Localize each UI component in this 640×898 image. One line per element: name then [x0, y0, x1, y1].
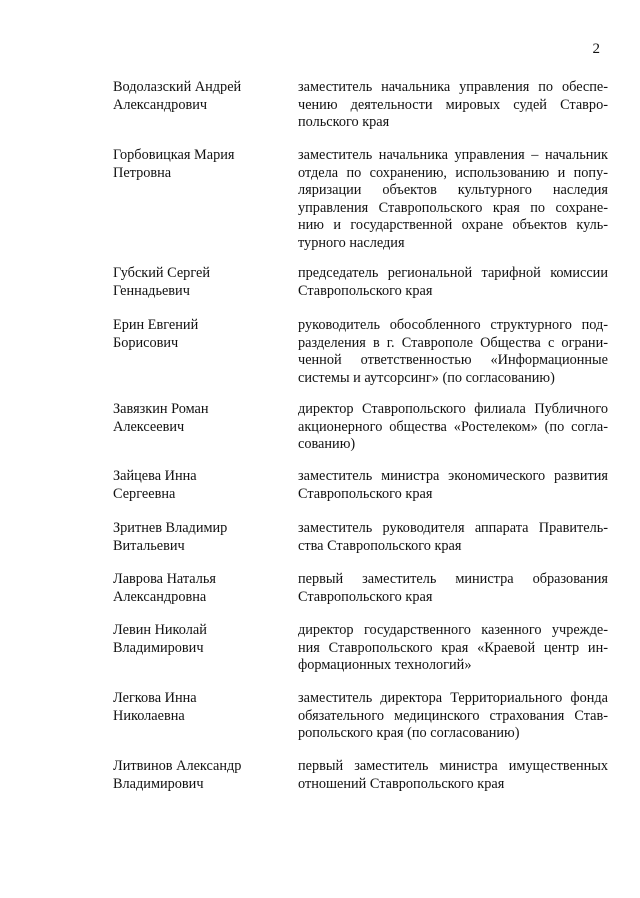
member-name: [113, 571, 288, 606]
member-position-line: заместитель руководителя аппарата Правитель-: [298, 520, 608, 536]
member-position-line: первый заместитель министра имущественных: [298, 758, 608, 774]
member-name-line: Александровна: [113, 588, 207, 605]
member-name-line: Левин Николай: [113, 622, 207, 638]
member-name: [113, 265, 288, 300]
member-name-line: Борисович: [113, 334, 179, 351]
member-position-line: руководитель обособленного структурного под-: [298, 317, 608, 333]
member-position: [298, 79, 608, 132]
member-position-line: акционерного общества «Ростелеком» (по согла-: [298, 418, 608, 435]
member-position: [298, 571, 608, 606]
member-position-line: чению деятельности мировых судей Ставро-: [298, 96, 608, 113]
member-position-line: заместитель начальника управления – начальник: [298, 147, 608, 163]
member-name-line: Ерин Евгений: [113, 317, 199, 333]
member-position-line: разделения в г. Ставрополе Общества с ограни-: [298, 334, 608, 351]
member-position: [298, 758, 608, 793]
member-name: [113, 79, 288, 114]
member-name: [113, 622, 288, 657]
member-name-line: Горбовицкая Мария: [113, 147, 235, 163]
member-position-line: ляризации объектов культурного наследия: [298, 182, 608, 198]
member-position: [298, 520, 608, 555]
member-position-line: Ставропольского края: [298, 282, 433, 299]
member-name: [113, 758, 288, 793]
member-name-line: Легкова Инна: [113, 690, 197, 706]
member-position: [298, 468, 608, 503]
member-name-line: Александрович: [113, 96, 208, 113]
member-position-line: заместитель директора Территориального фонда: [298, 690, 608, 706]
member-name-line: Витальевич: [113, 537, 185, 554]
member-name: [113, 147, 288, 182]
member-position-line: заместитель начальника управления по обеспе-: [298, 79, 608, 95]
member-position-line: отдела по сохранению, использованию и попу-: [298, 164, 608, 181]
member-name: [113, 317, 288, 352]
member-position: [298, 147, 608, 252]
member-position: [298, 317, 608, 387]
member-position-line: Ставропольского края: [298, 588, 433, 605]
member-name-line: Лаврова Наталья: [113, 571, 216, 587]
member-position-line: обязательного медицинского страхования Став-: [298, 707, 608, 724]
member-position-line: нию и государственной охране объектов куль-: [298, 217, 608, 233]
member-name: [113, 468, 288, 503]
member-position-line: управления Ставропольского края по сохране-: [298, 199, 608, 216]
member-position-line: председатель региональной тарифной комиссии: [298, 265, 608, 281]
member-name-line: Литвинов Александр: [113, 758, 242, 774]
member-name-line: Зритнев Владимир: [113, 520, 228, 536]
member-name-line: Губский Сергей: [113, 265, 210, 281]
member-name-line: Николаевна: [113, 707, 185, 724]
page-number: 2: [592, 41, 600, 57]
member-name: [113, 520, 288, 555]
member-name-line: Водолазский Андрей: [113, 79, 242, 95]
member-position-line: директор государственного казенного учрежде-: [298, 622, 608, 638]
member-name-line: Владимирович: [113, 639, 204, 656]
member-position-line: заместитель министра экономического развития: [298, 468, 608, 484]
member-position-line: директор Ставропольского филиала Публичного: [298, 401, 608, 417]
member-position-line: первый заместитель министра образования: [298, 571, 608, 587]
member-name: [113, 401, 288, 436]
member-position-line: ропольского края (по согласованию): [298, 725, 520, 741]
member-name-line: Сергеевна: [113, 485, 176, 502]
member-position-line: турного наследия: [298, 234, 405, 251]
member-name: [113, 690, 288, 725]
member-name-line: Петровна: [113, 164, 172, 181]
member-position: [298, 401, 608, 454]
member-position-line: Ставропольского края: [298, 485, 433, 502]
member-position-line: ства Ставропольского края: [298, 537, 462, 554]
member-name-line: Владимирович: [113, 775, 204, 792]
member-position-line: формационных технологий»: [298, 657, 472, 673]
member-name-line: Завязкин Роман: [113, 401, 209, 417]
member-position-line: отношений Ставропольского края: [298, 775, 505, 792]
member-position: [298, 690, 608, 743]
member-position-line: системы и аутсорсинг» (по согласованию): [298, 369, 555, 386]
member-name-line: Алексеевич: [113, 418, 185, 435]
member-position: [298, 622, 608, 675]
member-position: [298, 265, 608, 300]
member-name-line: Геннадьевич: [113, 282, 190, 299]
member-position-line: польского края: [298, 114, 390, 130]
member-position-line: сованию): [298, 436, 356, 452]
member-position-line: ния Ставропольского края «Краевой центр ин-: [298, 639, 608, 656]
member-name-line: Зайцева Инна: [113, 468, 197, 484]
member-position-line: ченной ответственностью «Информационные: [298, 352, 608, 368]
